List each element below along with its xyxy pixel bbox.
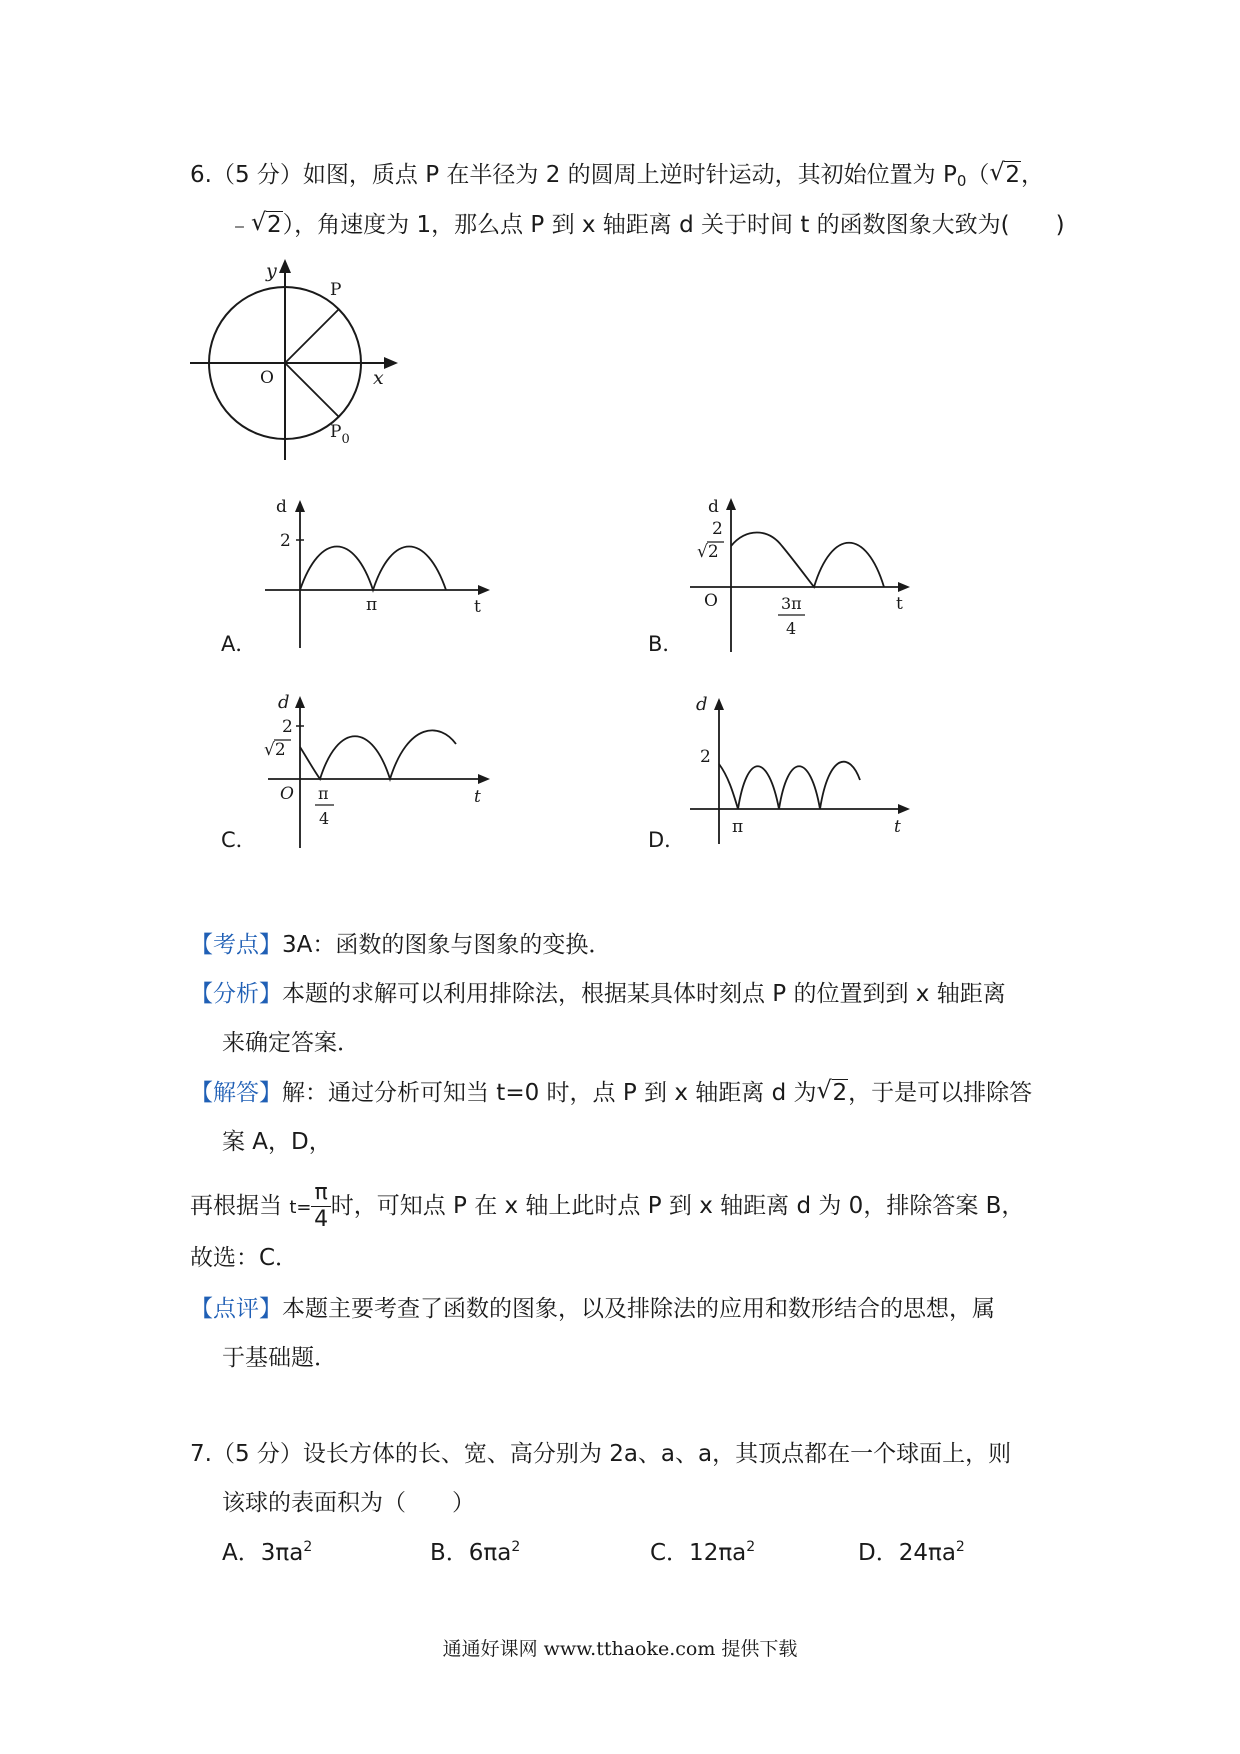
q7-option-d[interactable]: D．$24\pi a^2$ [858,1539,965,1566]
fenxi-line-1: 【分析】本题的求解可以利用排除法，根据某具体时刻点 P 的位置到到 x 轴距离 [190,981,1006,1007]
q6-line-2: ﹣ √ 2），角速度为 1，那么点 P 到 x 轴距离 d 关于时间 t 的函数图象大致为( ) [228,208,1065,238]
d-t-arrow [898,804,910,814]
sqrt-symbol: √ [264,740,275,760]
choice-d-label[interactable]: D． [648,828,686,852]
circle-figure [190,255,410,465]
dianping-line-2: 于基础题． [222,1345,337,1371]
o-label: O [260,368,274,388]
d-curve [719,762,860,809]
fenxi-tag: 【分析】 [190,981,282,1007]
q6-line-1: 6.（5 分）如图，质点 P 在半径为 2 的圆周上逆时针运动，其初始位置为 $P_0$（ √ 2， [190,158,1045,190]
b-t-label: t [896,594,903,614]
a-d-arrow [295,500,305,512]
c-sqrt2-label: √2 [264,740,286,760]
q7-option-a[interactable]: A．$3\pi a^2$ [222,1539,313,1566]
sqrt-symbol: √ [697,542,708,562]
a-curve [300,547,446,591]
c-curve [300,730,456,779]
a-pi-label: π [366,595,378,615]
c-2-label: 2 [282,717,293,737]
d-pi-label: π [732,817,744,837]
b-2-label: 2 [712,519,723,539]
d-d-label: d [696,694,708,715]
choice-a-label[interactable]: A． [221,632,257,656]
b-frac-num: 3π [781,594,802,613]
fenxi-line-2: 来确定答案． [222,1030,360,1056]
radius-op [285,309,339,363]
jieda-line-1: 【解答】解：通过分析可知当 t=0 时，点 P 到 x 轴距离 d 为 √ 2，于是可以排除答 [190,1076,1033,1106]
b-frac-den: 4 [786,619,797,638]
choice-b-label[interactable]: B． [648,632,684,656]
jieda-tag: 【解答】 [190,1080,282,1106]
x-label: x [373,367,384,389]
p0-label: $P_0$ [330,422,350,447]
dianping-line-1: 【点评】本题主要考查了函数的图象，以及排除法的应用和数形结合的思想，属 [190,1296,995,1322]
kaodian-line: 【考点】3A：函数的图象与图象的变换． [190,932,612,958]
c-t-label: t [474,787,481,807]
d-d-arrow [714,698,724,710]
d-2-label: 2 [700,747,711,767]
choice-c-label[interactable]: C． [221,828,257,852]
a-t-label: t [474,597,481,617]
a-d-label: d [276,497,287,517]
y-label: y [266,260,277,282]
sqrt-symbol: √ 2 [251,208,282,238]
page-footer: 通通好课网 www.tthaoke.com 提供下载 [442,1638,798,1660]
q7-line-2: 该球的表面积为（ ） [222,1490,475,1516]
choice-c-graph [260,692,500,852]
fraction-pi-over-4: $\frac{\pi}{4}$ [311,1180,330,1233]
q7-line-1: 7.（5 分）设长方体的长、宽、高分别为 2a、a、a，其顶点都在一个球面上，则 [190,1441,1012,1467]
dianping-tag: 【点评】 [190,1296,282,1322]
kaodian-tag: 【考点】 [190,932,282,958]
b-o-label: O [704,591,718,611]
x-axis-arrow [384,357,398,369]
sqrt-symbol: √ 2 [989,158,1021,188]
jieda-line-3: 再根据当 t= $\frac{\pi}{4}$ 时，可知点 P 在 x 轴上此时点 P 到 x 轴距离 d 为 0，排除答案 B， [190,1180,1025,1232]
b-t-arrow [898,582,910,592]
c-d-arrow [295,696,305,708]
c-d-label: d [278,692,290,713]
a-t-arrow [478,585,490,595]
c-t-arrow [478,774,490,784]
p-label: P [330,280,342,300]
b-d-arrow [726,498,736,510]
radius-op0 [285,363,339,417]
c-o-label: O [280,784,294,804]
choice-d-graph [680,692,920,852]
sqrt-symbol: √ 2 [816,1076,848,1106]
q7-option-c[interactable]: C．$12\pi a^2$ [650,1539,756,1566]
c-frac-num: π [318,784,329,803]
choice-a-graph [260,498,500,653]
q7-option-b[interactable]: B．$6\pi a^2$ [430,1539,521,1566]
jieda-line-4: 故选：C． [190,1245,299,1271]
jieda-line-2: 案 A，D， [222,1129,332,1155]
choice-b-graph [680,494,920,654]
a-2-label: 2 [280,531,291,551]
y-axis-arrow [279,259,291,273]
c-frac-den: 4 [319,809,330,828]
b-sqrt2-label: √2 [697,542,719,562]
b-curve [731,533,884,588]
b-d-label: d [708,497,719,517]
d-t-label: t [894,817,901,837]
